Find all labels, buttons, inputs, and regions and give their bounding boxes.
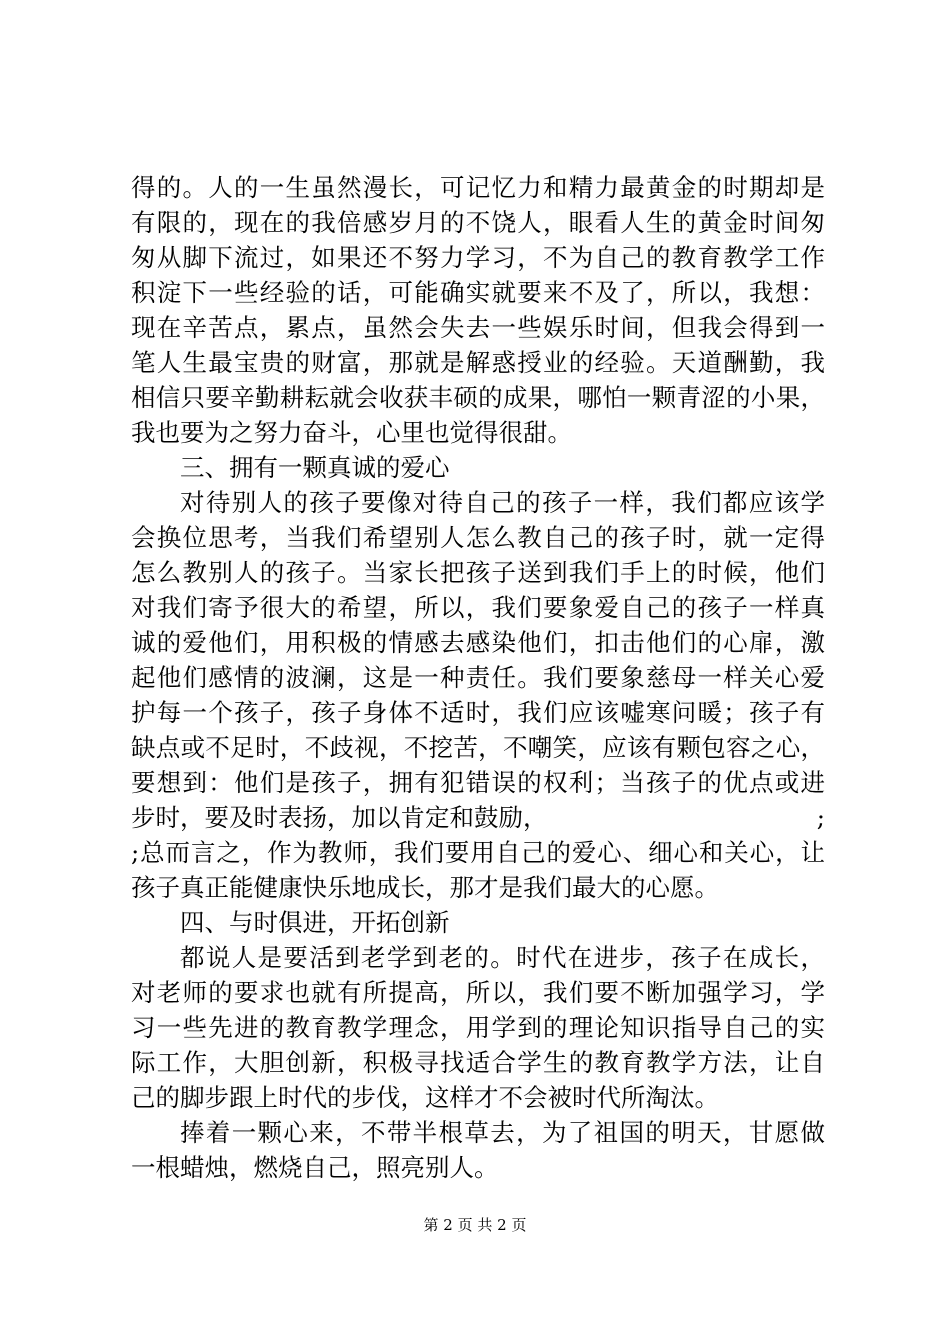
body-line: 怎么教别人的孩子。当家长把孩子送到我们手上的时候，他们: [131, 558, 825, 587]
body-line: 现在辛苦点，累点，虽然会失去一些娱乐时间，但我会得到一: [131, 313, 825, 342]
body-line: 会换位思考，当我们希望别人怎么教自己的孩子时，就一定得: [131, 523, 825, 552]
body-line: 相信只要辛勤耕耘就会收获丰硕的成果，哪怕一颗青涩的小果，: [131, 383, 825, 412]
body-line: 捧着一颗心来，不带半根草去，为了祖国的明天，甘愿做: [180, 1118, 825, 1147]
body-line: 孩子真正能健康快乐地成长，那才是我们最大的心愿。: [131, 873, 719, 902]
body-line: 笔人生最宝贵的财富，那就是解惑授业的经验。天道酬勤，我: [131, 348, 825, 377]
body-line: 匆从脚下流过，如果还不努力学习，不为自己的教育教学工作: [131, 243, 825, 272]
body-line-text: 步时，要及时表扬，加以肯定和鼓励，: [131, 803, 548, 832]
body-line: 诚的爱他们，用积极的情感去感染他们，扣击他们的心扉，激: [131, 628, 825, 657]
body-line: 护每一个孩子，孩子身体不适时，我们应该嘘寒问暖；孩子有: [131, 698, 825, 727]
body-line: [131, 800, 825, 835]
body-line: 缺点或不足时，不歧视，不挖苦，不嘲笑，应该有颗包容之心，: [131, 733, 825, 762]
body-line: 得的。人的一生虽然漫长，可记忆力和精力最黄金的时期却是: [131, 173, 825, 202]
body-line: 一根蜡烛，燃烧自己，照亮别人。: [131, 1153, 499, 1182]
document-body: [131, 170, 825, 1185]
body-line: 习一些先进的教育教学理念，用学到的理论知识指导自己的实: [131, 1013, 825, 1042]
body-line: 都说人是要活到老学到老的。时代在进步，孩子在成长，: [180, 943, 825, 972]
body-line: ;总而言之，作为教师，我们要用自己的爱心、细心和关心，让: [131, 838, 825, 867]
body-line: 积淀下一些经验的话，可能确实就要来不及了，所以，我想：: [131, 278, 825, 307]
trailing-semicolon: ;: [816, 803, 825, 832]
body-line: 际工作，大胆创新，积极寻找适合学生的教育教学方法，让自: [131, 1048, 825, 1077]
body-line: 对待别人的孩子要像对待自己的孩子一样，我们都应该学: [180, 488, 825, 517]
body-line: 有限的，现在的我倍感岁月的不饶人，眼看人生的黄金时间匆: [131, 208, 825, 237]
section-heading: 四、与时俱进，开拓创新: [180, 908, 450, 937]
section-heading: 三、拥有一颗真诚的爱心: [180, 453, 450, 482]
body-line: 要想到：他们是孩子，拥有犯错误的权利；当孩子的优点或进: [131, 768, 825, 797]
page-footer: 第 2 页 共 2 页: [423, 1216, 527, 1234]
body-line: 己的脚步跟上时代的步伐，这样才不会被时代所淘汰。: [131, 1083, 719, 1112]
body-line: 对我们寄予很大的希望，所以，我们要象爱自己的孩子一样真: [131, 593, 825, 622]
body-line: 我也要为之努力奋斗，心里也觉得很甜。: [131, 418, 572, 447]
body-line: 起他们感情的波澜，这是一种责任。我们要象慈母一样关心爱: [131, 663, 825, 692]
body-line: 对老师的要求也就有所提高，所以，我们要不断加强学习，学: [131, 978, 825, 1007]
